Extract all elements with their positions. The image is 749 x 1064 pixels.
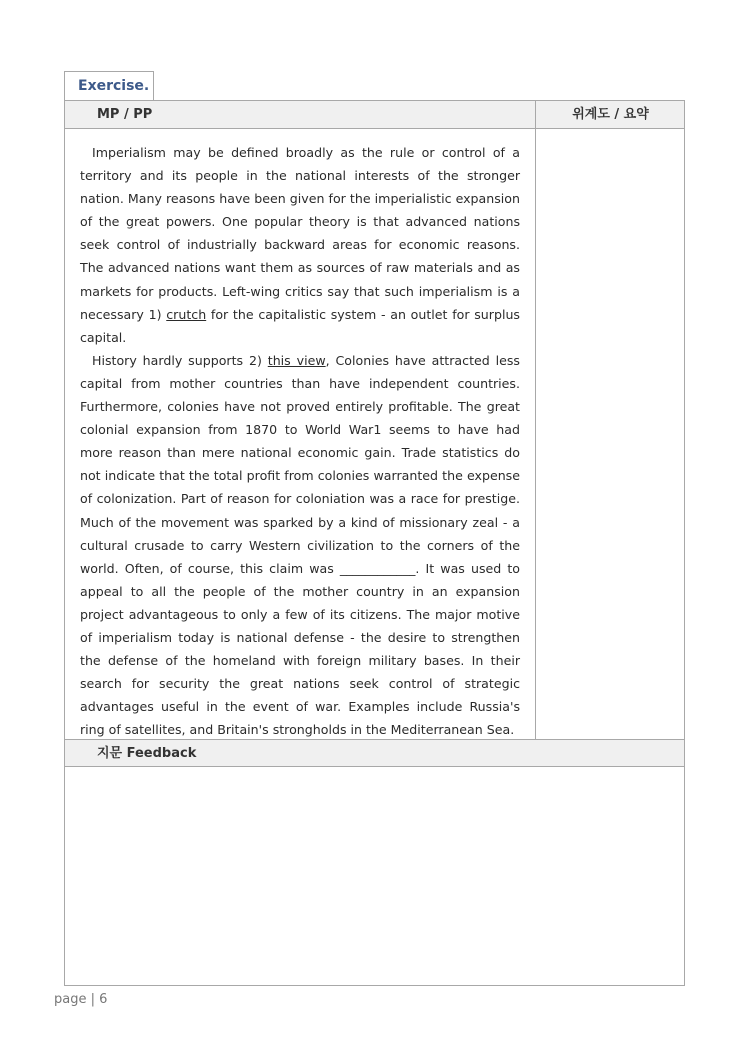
passage-text: [80, 141, 520, 741]
summary-header: 위계도 / 요약: [535, 101, 685, 129]
paragraph-2: History hardly supports 2) this view, Colonies have attracted less capital from mother countries than have independent countries. Furthermore, colonies have not proved entirely profitable. The great colonial expansion from 1870 to World War1 seems to have had more reason than mere national economic gain. Trade statistics do not indicate that the total profit from colonies warranted the expense of colonization. Part of reason for coloniation was a race for prestige. Much of the movement was sparked by a kind of missionary zeal - a cultural crusade to carry Western civilization to the corners of the world. Often, of course, this claim was ____________. It was used to appeal to all the people of the mother country in an expansion project advantageous to only a few of its citizens. The major motive of imperialism today is national defense - the desire to strengthen the defense of the homeland with foreign military bases. In their search for security the great nations seek control of strategic advantages useful in the event of war. Examples include Russia's ring of satellites, and Britain's strongholds in the Mediterranean Sea.: [80, 352, 520, 738]
underlined-crutch: crutch: [166, 306, 207, 322]
mp-pp-header: MP / PP: [97, 107, 153, 122]
feedback-header: [65, 739, 684, 767]
table-header: [65, 101, 684, 129]
exercise-frame: [64, 100, 685, 986]
feedback-label: 지문 Feedback: [97, 746, 197, 761]
page-number: page | 6: [54, 992, 108, 1007]
exercise-tab: Exercise.: [64, 71, 154, 100]
column-divider: [535, 129, 536, 739]
paragraph-1: Imperialism may be defined broadly as the rule or control of a territory and its people in the national interests of the stronger nation. Many reasons have been given for the imperialistic expansion of the great powers. One popular theory is that advanced nations seek control of industrially backward areas for economic reasons. The advanced nations want them as sources of raw materials and as markets for products. Left-wing critics say that such imperialism is a necessary 1) crutch for the capitalistic system - an outlet for surplus capital.: [80, 145, 520, 345]
underlined-this-view: this view: [267, 352, 326, 368]
